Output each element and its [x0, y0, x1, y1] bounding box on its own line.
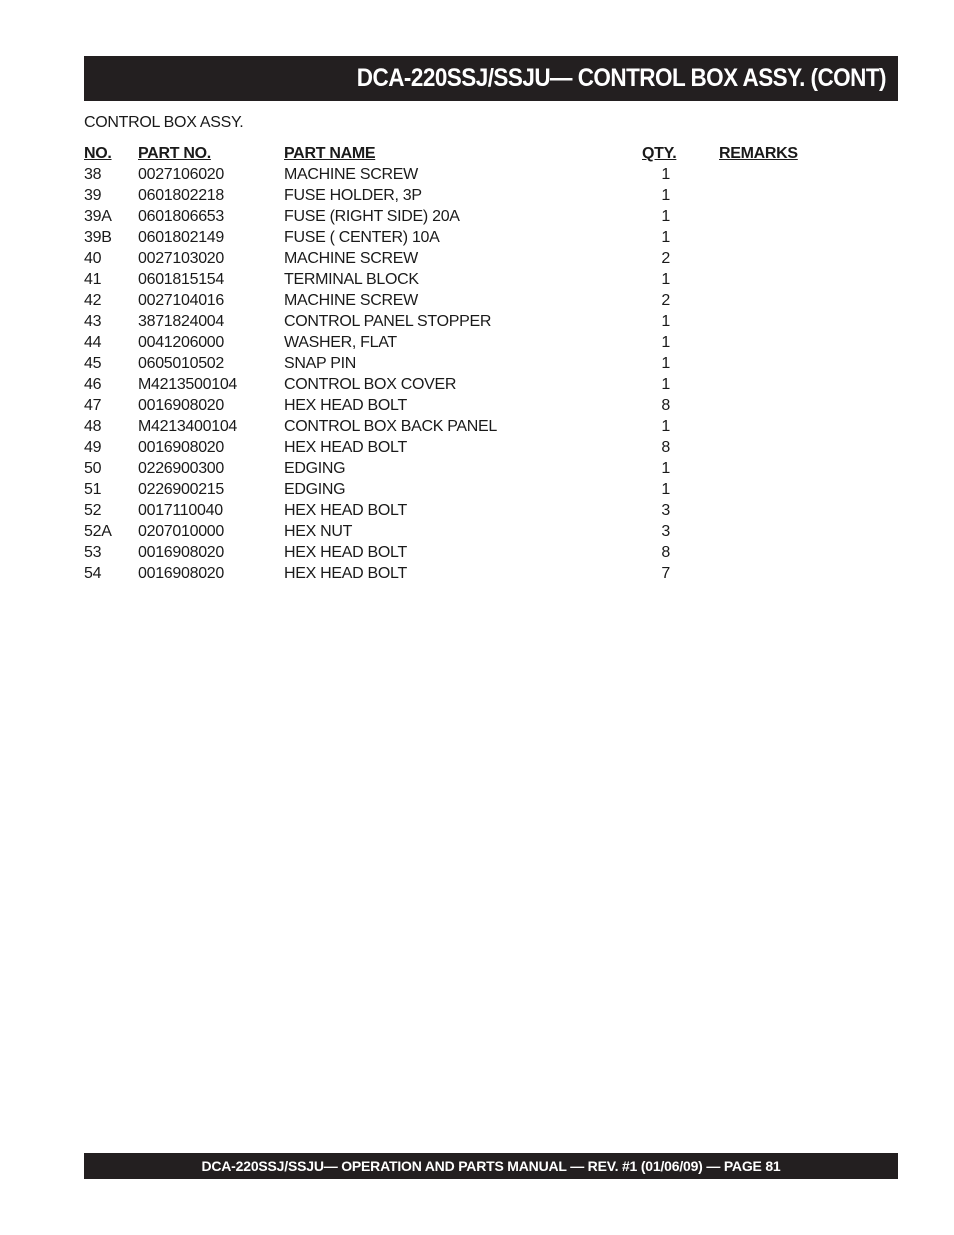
row-qty: 1: [661, 334, 670, 351]
row-part-name: HEX HEAD BOLT: [284, 565, 407, 582]
row-part-name: HEX HEAD BOLT: [284, 439, 407, 456]
page-footer-bar: [84, 1153, 898, 1179]
row-qty: 1: [661, 460, 670, 477]
row-part-no: 0027103020: [138, 250, 224, 267]
row-no: 52: [84, 502, 102, 519]
table-row: [84, 206, 844, 227]
table-row: [84, 395, 844, 416]
row-qty: 1: [661, 355, 670, 372]
table-header-row: [84, 143, 844, 164]
column-header-remarks: REMARKS: [719, 145, 798, 162]
column-header-part-name: PART NAME: [284, 145, 376, 162]
table-row: [84, 542, 844, 563]
row-no: 42: [84, 292, 102, 309]
row-no: 48: [84, 418, 102, 435]
row-part-name: HEX HEAD BOLT: [284, 502, 407, 519]
row-no: 44: [84, 334, 102, 351]
row-part-name: MACHINE SCREW: [284, 250, 418, 267]
row-qty: 8: [661, 397, 670, 414]
row-part-name: WASHER, FLAT: [284, 334, 397, 351]
row-qty: 1: [661, 208, 670, 225]
table-row: [84, 332, 844, 353]
row-part-no: 0226900300: [138, 460, 224, 477]
row-qty: 1: [661, 271, 670, 288]
table-row: [84, 416, 844, 437]
row-part-no: 0601802149: [138, 229, 224, 246]
row-part-name: HEX NUT: [284, 523, 353, 540]
row-part-name: EDGING: [284, 481, 346, 498]
row-part-no: 0226900215: [138, 481, 224, 498]
page-title: DCA-220SSJ/SSJU— CONTROL BOX ASSY. (CONT): [356, 64, 886, 92]
row-qty: 1: [661, 376, 670, 393]
row-part-no: M4213400104: [138, 418, 238, 435]
row-part-no: 0207010000: [138, 523, 224, 540]
row-no: 38: [84, 166, 102, 183]
row-part-no: 0601815154: [138, 271, 224, 288]
column-header-part-no: PART NO.: [138, 145, 211, 162]
table-row: [84, 185, 844, 206]
row-no: 47: [84, 397, 102, 414]
row-part-no: 0601806653: [138, 208, 224, 225]
table-row: [84, 164, 844, 185]
row-qty: 3: [661, 502, 670, 519]
table-row: [84, 311, 844, 332]
row-part-name: CONTROL BOX COVER: [284, 376, 457, 393]
row-no: 45: [84, 355, 102, 372]
row-no: 50: [84, 460, 102, 477]
row-no: 39: [84, 187, 102, 204]
row-qty: 1: [661, 166, 670, 183]
row-part-no: 0016908020: [138, 544, 224, 561]
row-part-name: CONTROL BOX BACK PANEL: [284, 418, 498, 435]
table-row: [84, 248, 844, 269]
row-no: 41: [84, 271, 102, 288]
row-qty: 2: [661, 292, 670, 309]
table-row: [84, 290, 844, 311]
row-no: 46: [84, 376, 102, 393]
row-qty: 1: [661, 229, 670, 246]
row-part-no: M4213500104: [138, 376, 238, 393]
row-qty: 1: [661, 481, 670, 498]
table-row: [84, 374, 844, 395]
row-part-name: TERMINAL BLOCK: [284, 271, 419, 288]
row-part-name: FUSE (RIGHT SIDE) 20A: [284, 208, 460, 225]
column-header-no: NO.: [84, 145, 112, 162]
row-no: 49: [84, 439, 102, 456]
row-no: 40: [84, 250, 102, 267]
row-part-name: MACHINE SCREW: [284, 292, 418, 309]
row-part-name: MACHINE SCREW: [284, 166, 418, 183]
row-part-no: 0027104016: [138, 292, 224, 309]
row-no: 52A: [84, 523, 112, 540]
row-no: 53: [84, 544, 102, 561]
table-row: [84, 563, 844, 584]
row-no: 51: [84, 481, 102, 498]
table-row: [84, 269, 844, 290]
row-part-name: HEX HEAD BOLT: [284, 544, 407, 561]
row-qty: 1: [661, 418, 670, 435]
row-no: 54: [84, 565, 102, 582]
row-qty: 8: [661, 544, 670, 561]
table-row: [84, 458, 844, 479]
table-body: [84, 164, 844, 584]
row-part-no: 0027106020: [138, 166, 224, 183]
row-part-no: 0601802218: [138, 187, 224, 204]
row-part-no: 0016908020: [138, 565, 224, 582]
parts-table: [84, 143, 844, 584]
row-no: 43: [84, 313, 102, 330]
row-part-no: 0016908020: [138, 397, 224, 414]
row-qty: 1: [661, 187, 670, 204]
row-part-name: EDGING: [284, 460, 346, 477]
table-row: [84, 479, 844, 500]
row-qty: 2: [661, 250, 670, 267]
row-part-name: FUSE HOLDER, 3P: [284, 187, 422, 204]
table-row: [84, 227, 844, 248]
table-row: [84, 353, 844, 374]
row-part-no: 0017110040: [138, 502, 223, 519]
row-part-no: 3871824004: [138, 313, 224, 330]
column-header-qty: QTY.: [642, 145, 677, 162]
row-qty: 7: [661, 565, 670, 582]
row-no: 39A: [84, 208, 112, 225]
row-part-no: 0016908020: [138, 439, 224, 456]
row-part-name: HEX HEAD BOLT: [284, 397, 407, 414]
row-no: 39B: [84, 229, 112, 246]
row-qty: 3: [661, 523, 670, 540]
page-title-bar: [84, 56, 898, 101]
row-part-no: 0605010502: [138, 355, 224, 372]
row-part-no: 0041206000: [138, 334, 224, 351]
page-footer: DCA-220SSJ/SSJU— OPERATION AND PARTS MANUAL — REV. #1 (01/06/09) — PAGE 81: [201, 1158, 781, 1174]
row-qty: 1: [661, 313, 670, 330]
row-qty: 8: [661, 439, 670, 456]
table-row: [84, 437, 844, 458]
table-row: [84, 521, 844, 542]
row-part-name: FUSE ( CENTER) 10A: [284, 229, 440, 246]
row-part-name: CONTROL PANEL STOPPER: [284, 313, 492, 330]
row-part-name: SNAP PIN: [284, 355, 356, 372]
table-row: [84, 500, 844, 521]
section-label: CONTROL BOX ASSY.: [84, 114, 244, 131]
